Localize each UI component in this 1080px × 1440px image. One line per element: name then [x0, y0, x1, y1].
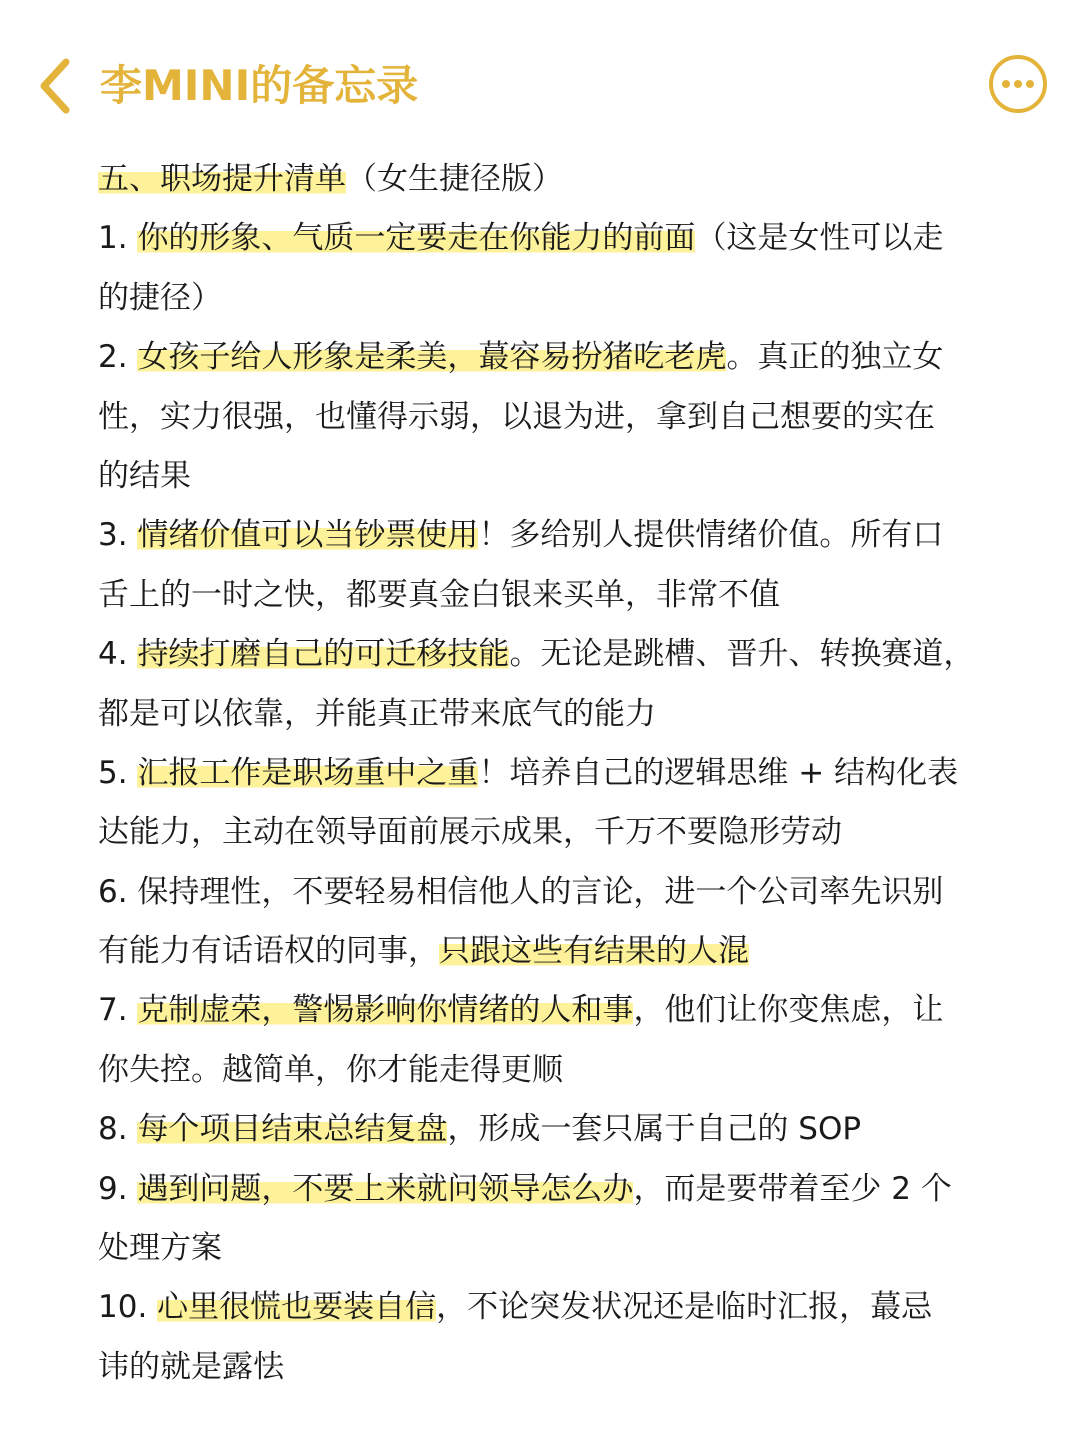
note-text: 3.	[98, 517, 138, 554]
note-text: ，形成一套只属于自己的 SOP	[447, 1111, 862, 1148]
note-line	[98, 388, 998, 447]
note-line	[98, 981, 998, 1040]
note-text: ！多给别人提供情绪价值。所有口	[478, 517, 944, 554]
note-line	[98, 625, 998, 684]
note-text: ，他们让你变焦虑，让	[633, 992, 944, 1029]
highlighted-text: 你的形象、气质一定要走在你能力的前面	[137, 220, 696, 257]
highlighted-text: 情绪价值可以当钞票使用	[137, 517, 479, 554]
note-text: 处理方案	[98, 1230, 222, 1267]
highlighted-text: 每个项目结束总结复盘	[137, 1111, 448, 1148]
note-text: 你失控。越简单，你才能走得更顺	[98, 1051, 563, 1088]
note-text: ，而是要带着至少 2 个	[633, 1170, 952, 1207]
back-button[interactable]	[34, 54, 78, 118]
note-line	[98, 447, 998, 506]
highlighted-text: 汇报工作是职场重中之重	[137, 754, 479, 791]
note-line	[98, 506, 998, 565]
highlighted-text: 只跟这些有结果的人混	[439, 933, 749, 970]
note-text: 2.	[98, 339, 138, 376]
note-line	[98, 1160, 998, 1219]
note-text: ，不论突发状况还是临时汇报，蕞忌	[436, 1289, 933, 1326]
note-text: 9.	[98, 1170, 138, 1207]
note-text: 。无论是跳槽、晋升、转换赛道，	[509, 636, 975, 673]
note-line	[98, 328, 998, 387]
note-line	[98, 744, 998, 803]
note-line	[98, 803, 998, 862]
note-text: 5.	[98, 754, 138, 791]
note-line	[98, 1100, 998, 1159]
note-text: 。真正的独立女	[726, 339, 944, 376]
note-text: 7.	[98, 992, 138, 1029]
note-text: 都是可以依靠，并能真正带来底气的能力	[98, 695, 656, 732]
note-text: 讳的就是露怯	[98, 1348, 284, 1385]
chevron-left-icon	[34, 54, 78, 118]
top-bar	[0, 40, 1080, 132]
note-line	[98, 863, 998, 922]
highlighted-text: 持续打磨自己的可迁移技能	[137, 636, 510, 673]
note-text: 6. 保持理性，不要轻易相信他人的言论，进一个公司率先识别	[98, 873, 944, 910]
note-line	[98, 1219, 998, 1278]
highlighted-text: 克制虚荣，警惕影响你情绪的人和事	[137, 992, 634, 1029]
note-text: 有能力有话语权的同事，	[98, 933, 439, 970]
highlighted-text: 心里很慌也要装自信	[157, 1289, 437, 1326]
note-line	[98, 1041, 998, 1100]
highlighted-text: 遇到问题，不要上来就问领导怎么办	[137, 1170, 634, 1207]
note-line	[98, 209, 998, 268]
note-body	[98, 150, 998, 1397]
note-text: 的捷径）	[98, 279, 222, 316]
note-line	[98, 685, 998, 744]
note-text: 1.	[98, 220, 138, 257]
note-line	[98, 150, 998, 209]
note-text: （女生捷径版）	[346, 161, 563, 197]
more-button[interactable]	[988, 54, 1048, 114]
note-text: 4.	[98, 636, 138, 673]
note-text: 的结果	[98, 457, 191, 494]
note-text: ！培养自己的逻辑思维 + 结构化表	[478, 754, 959, 791]
highlighted-text: 五、职场提升清单	[98, 161, 346, 197]
note-line	[98, 1278, 998, 1337]
note-text: 10.	[98, 1289, 158, 1326]
note-line	[98, 922, 998, 981]
more-horizontal-icon	[988, 54, 1048, 114]
note-text: （这是女性可以走	[695, 220, 944, 257]
note-text: 达能力，主动在领导面前展示成果，千万不要隐形劳动	[98, 814, 842, 851]
highlighted-text: 女孩子给人形象是柔美，蕞容易扮猪吃老虎	[137, 339, 727, 376]
note-line	[98, 269, 998, 328]
note-line	[98, 566, 998, 625]
note-text: 性，实力很强，也懂得示弱，以退为进，拿到自己想要的实在	[98, 398, 935, 435]
note-line	[98, 1338, 998, 1397]
note-text: 8.	[98, 1111, 138, 1148]
page-title: 李MINI的备忘录	[100, 61, 419, 110]
note-text: 舌上的一时之快，都要真金白银来买单，非常不值	[98, 576, 780, 613]
